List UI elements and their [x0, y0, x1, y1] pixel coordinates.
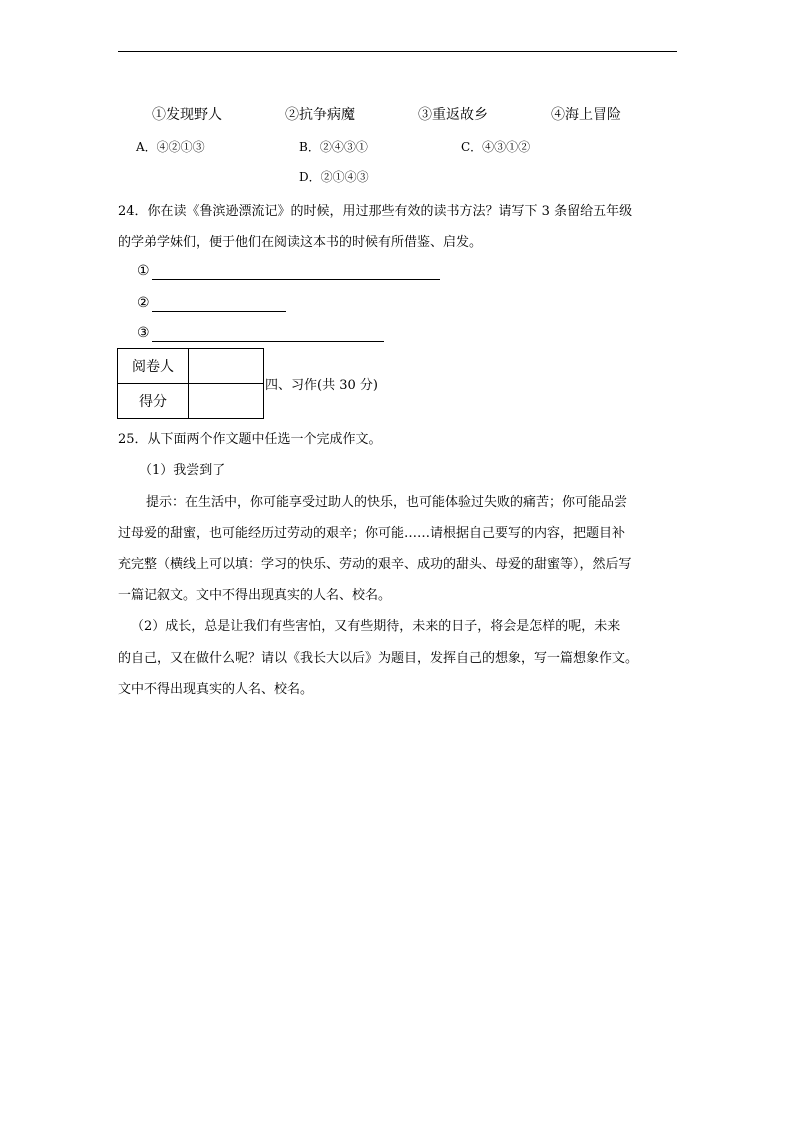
- q25-hint-line-2: 过母爱的甜蜜，也可能经历过劳动的艰辛；你可能……请根据自己要写的内容，把题目补: [118, 526, 626, 541]
- q24-answer-marker-1: ①: [137, 263, 150, 279]
- q25-hint-line-1: 提示：在生活中，你可能享受过助人的快乐，也可能体验过失败的痛苦；你可能品尝: [146, 495, 628, 510]
- q24-text-line-2: 的学弟学妹们，便于他们在阅读这本书的时候有所借鉴、启发。: [118, 235, 483, 250]
- q23-item-1: ①发现野人: [152, 107, 222, 123]
- score-table: [117, 348, 264, 419]
- section-4-title: 四、习作(共 30 分): [265, 378, 378, 393]
- q24-answer-marker-3: ③: [137, 325, 150, 341]
- q25-intro: 25．从下面两个作文题中任选一个完成作文。: [118, 432, 382, 447]
- q23-option-d: D．②①④③: [299, 170, 369, 184]
- q23-option-c: C．④③①②: [461, 140, 531, 154]
- q24-answer-marker-2: ②: [137, 295, 150, 311]
- reviewer-value-cell[interactable]: [189, 349, 264, 384]
- q25-topic-1-title: （1）我尝到了: [139, 463, 226, 478]
- reviewer-label: 阅卷人: [118, 349, 189, 384]
- header-rule: [118, 51, 677, 52]
- q23-option-a: A．④②①③: [136, 140, 205, 154]
- q24-answer-blank-3[interactable]: [152, 341, 384, 342]
- q25-topic-2-line-3: 文中不得出现真实的人名、校名。: [118, 682, 314, 697]
- q25-hint-line-3: 充完整（横线上可以填：学习的快乐、劳动的艰辛、成功的甜头、母爱的甜蜜等），然后写: [118, 557, 632, 572]
- score-value-cell[interactable]: [189, 384, 264, 419]
- q23-item-2: ②抗争病魔: [285, 107, 355, 123]
- q25-topic-2-line-2: 的自己，又在做什么呢？请以《我长大以后》为题目，发挥自己的想象，写一篇想象作文。: [118, 651, 639, 666]
- q23-item-3: ③重返故乡: [418, 107, 488, 123]
- q23-item-4: ④海上冒险: [551, 107, 621, 123]
- score-label: 得分: [118, 384, 189, 419]
- q25-topic-2-line-1: （2）成长，总是让我们有些害怕，又有些期待，未来的日子，将会是怎样的呢，未来: [131, 619, 621, 634]
- q25-hint-line-4: 一篇记叙文。文中不得出现真实的人名、校名。: [118, 588, 392, 603]
- q24-text-line-1: 24．你在读《鲁滨逊漂流记》的时候，用过那些有效的读书方法？请写下 3 条留给五年级: [118, 204, 633, 219]
- q24-answer-blank-2[interactable]: [152, 311, 286, 312]
- q23-option-b: B．②④③①: [299, 140, 368, 154]
- q24-answer-blank-1[interactable]: [152, 279, 440, 280]
